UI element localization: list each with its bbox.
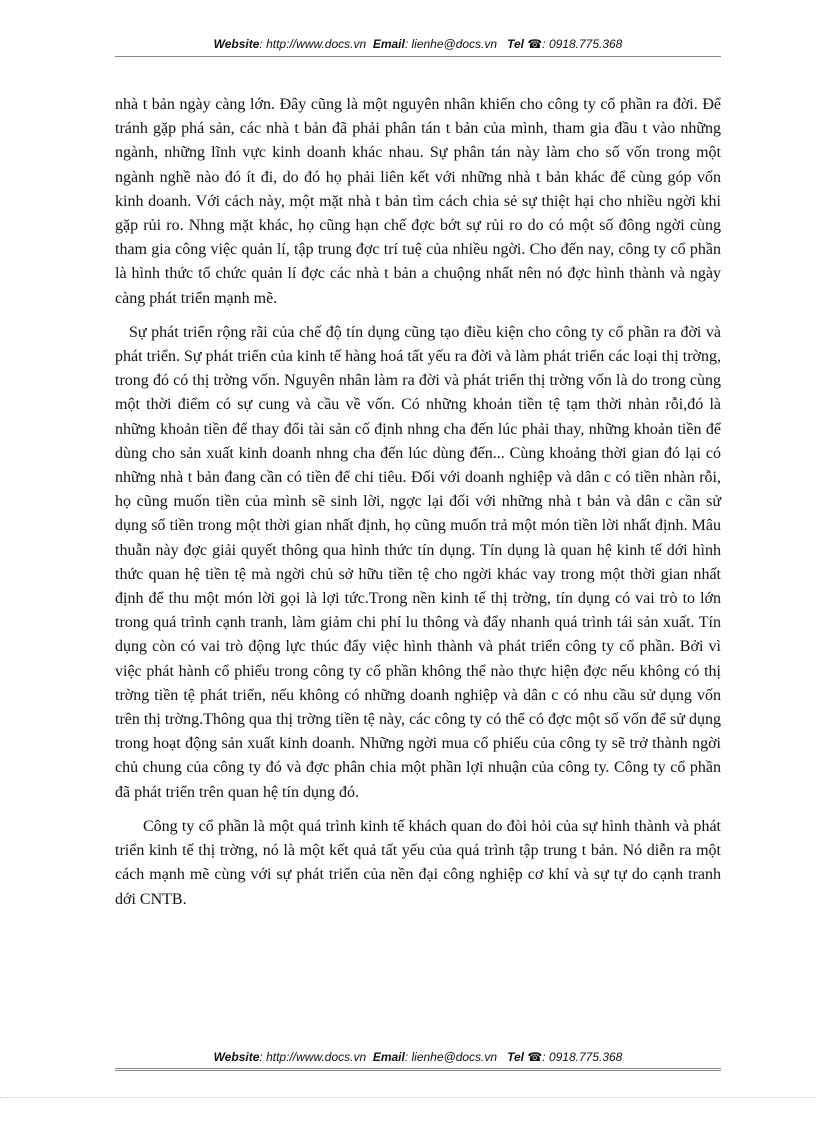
footer-email-label: Email [372, 1050, 405, 1064]
footer-rule [115, 1068, 721, 1071]
footer-tel-label: Tel [507, 1050, 524, 1064]
paragraph-3: Công ty cổ phần là một quá trình kinh tế khách quan do đòi hỏi của sự hình thành và phát triển kinh tế thị trờng, nó là một kết quả tất yếu của quá trình tập trung t bản. Nó diễn ra một cách mạnh mẽ cùng với sự phát triển của nền đại công nghiệp cơ khí và sự tự do cạnh tranh dới CNTB. [115, 817, 721, 908]
document-body [115, 93, 721, 912]
footer-phone-icon: ☎ [527, 1050, 543, 1064]
website-value[interactable]: : http://www.docs.vn [259, 37, 367, 51]
phone-icon: ☎ [527, 37, 543, 51]
tel-value: : 0918.775.368 [542, 37, 623, 51]
paragraph-1: nhà t bản ngày càng lớn. Đây cũng là một nguyên nhân khiến cho công ty cổ phần ra đời. Để tránh gặp phá sản, các nhà t bản đã phải phân tán t bản của mình, tham gia đầu t vào những ngành, những lĩnh vực kinh doanh khác nhau. Sự phân tán này làm cho số vốn trong một ngành nghề nào đó ít đi, do đó họ phải liên kết với những nhà t bản khác để cùng góp vốn kinh doanh. Với cách này, một mặt nhà t bản tìm cách chia sẻ sự thiệt hại cho nhiều ngời khi gặp rủi ro. Nhng mặt khác, họ cũng hạn chế đợc bớt sự rủi ro do có một số đông ngời cùng tham gia công việc quản lí, tập trung đợc trí tuệ của nhiều ngời. Cho đến nay, công ty cổ phần là hình thức tổ chức quản lí đợc các nhà t bản a chuộng nhất nên nó đợc hình thành và ngày càng phát triển mạnh mẽ. [115, 96, 721, 307]
footer-website-label: Website [213, 1050, 260, 1064]
tel-label: Tel [507, 37, 524, 51]
paragraph-2: Sự phát triển rộng rãi của chế độ tín dụng cũng tạo điều kiện cho công ty cổ phần ra đời và phát triển. Sự phát triển của kinh tế hàng hoá tất yếu ra đời và làm phát triển các loại thị trờng, trong đó có thị trờng vốn. Nguyên nhân làm ra đời và phát triển thị trờng vốn là do trong cùng một thời điểm có sự cung và cầu về vốn. Có những khoản tiền tệ tạm thời nhàn rỗi,đó là những khoản tiền để thay đổi tài sản cố định nhng cha đến lúc phải thay, những khoản tiền để dùng cho sản xuất kinh doanh nhng cha đến lúc dùng đến... Cùng khoảng thời gian đó lại có những nhà t bản đang cần có tiền để chi tiêu. Đối với doanh nghiệp và dân c có tiền nhàn rỗi, họ cũng muốn tiền của mình sẽ sinh lời, ngợc lại đối với những nhà t bản và dân c cần sử dụng số tiền trong một thời gian nhất định, họ cũng muốn trả một món tiền lời nhất định. Mâu thuẫn này đợc giải quyết thông qua hình thức tín dụng. Tín dụng là quan hệ kinh tế dới hình thức quan hệ tiền tệ mà ngời chủ sở hữu tiền tệ cho ngời khác vay trong một thời gian nhất định để thu một món lời gọi là lợi tức.Trong nền kinh tế thị trờng, tín dụng có vai trò to lớn trong quá trình cạnh tranh, làm giảm chi phí lu thông và đẩy nhanh quá trình tái sản xuất. Tín dụng còn có vai trò động lực thúc đẩy việc hình thành và phát triển công ty cổ phần. Bởi vì việc phát hành cổ phiếu trong công ty cổ phần không thể nào thực hiện đợc nếu không có thị trờng tiền tệ phát triển, nếu không có những doanh nghiệp và dân c có nhu cầu sử dụng vốn trên thị trờng.Thông qua thị trờng tiền tệ này, các công ty có thể có đợc một số vốn để sử dụng trong hoạt động sản xuất kinh doanh. Những ngời mua cổ phiếu của công ty sẽ trở thành ngời chủ chung của công ty đó và đợc phân chia một phần lợi nhuận của công ty. Công ty cổ phần đã phát triển trên quan hệ tín dụng đó. [115, 323, 721, 801]
footer-email-value[interactable]: : lienhe@docs.vn [404, 1050, 498, 1064]
page-edge-divider [0, 1097, 816, 1098]
website-label: Website [213, 37, 260, 51]
footer-tel-value: : 0918.775.368 [542, 1050, 623, 1064]
page-footer [115, 1050, 721, 1064]
header-rule [115, 56, 721, 57]
footer-website-value[interactable]: : http://www.docs.vn [259, 1050, 367, 1064]
email-label: Email [372, 37, 405, 51]
email-value[interactable]: : lienhe@docs.vn [404, 37, 498, 51]
page-header [115, 37, 721, 51]
